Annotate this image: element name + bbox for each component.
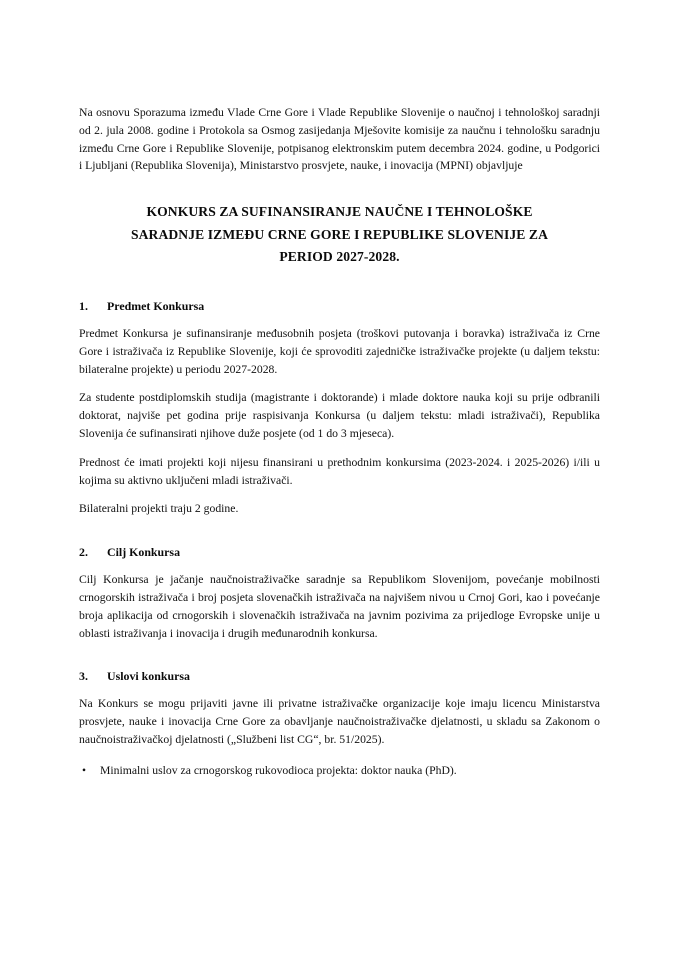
section-heading-1 [79,298,600,315]
section-1-paragraph-4: Bilateralni projekti traju 2 godine. [79,502,239,516]
section-number-3: 3. [79,669,88,684]
section-heading-2 [79,544,600,561]
section-heading-text-3: Uslovi konkursa [107,669,190,684]
section-number-2: 2. [79,545,88,560]
list-item-text: Minimalni uslov za crnogorskog rukovodioca projekta: doktor nauka (PhD). [100,763,457,777]
section-heading-text-2: Cilj Konkursa [107,545,181,560]
section-1-paragraph-1: Predmet Konkursa je sufinansiranje međusobnih posjeta (troškovi putovanja i boravka) istraživača iz Crne Gore i istraživača iz Republike Slovenije, koji će sprovoditi zajedničke istraživačke projekte (u daljem tekstu: bilateralne projekte) u periodu 2027-2028. [79,326,600,376]
section-heading-3 [79,668,600,685]
section-2-paragraph-1: Cilj Konkursa je jačanje naučnoistraživačke saradnje sa Republikom Slovenijom, povećanje mobilnosti crnogorskih istraživača i broj posjeta slovenačkih istraživača na najvišem nivou u Crnoj Gori, kao i povećanje broja aplikacija od crnogorskih i slovenačkih istraživača na javnim pozivima za prijedloge Evropske unije u oblasti istraživanja i inovacija i drugih međunarodnih konkursa. [79,573,600,640]
document-content [79,104,600,781]
section-predmet-konkursa [79,298,600,518]
section-3-bullet-list [79,762,600,781]
page-title-line-1: KONKURS ZA SUFINANSIRANJE NAUČNE I TEHNOLOŠKE [146,204,533,220]
section-1-paragraph-3: Prednost će imati projekti koji nijesu finansirani u prethodnim konkursima (2023-2024. i 2025-2026) i/ili u kojima su aktivno uključeni mladi istraživači. [79,455,600,487]
intro-paragraph: Na osnovu Sporazuma između Vlade Crne Gore i Vlade Republike Slovenije o naučnoj i tehnološkoj saradnji od 2. jula 2008. godine i Protokola sa Osmog zasijedanja Mješovite komisije za naučnu i tehnološku saradnju između Crne Gore i Republike Slovenije, potpisanog elektronskim putem decembra 2024. godine, u Podgorici i Ljubljani (Republika Slovenija), Ministarstvo prosvjete, nauke, i inovacija (MPNI) objavljuje [79,106,600,173]
section-cilj-konkursa [79,544,600,642]
section-3-paragraph-1: Na Konkurs se mogu prijaviti javne ili privatne istraživačke organizacije koje imaju licencu Ministarstva prosvjete, nauke i inovacija Crne Gore za obavljanje naučnoistraživačke djelatnosti, u skladu sa Zakonom o naučnoistraživačkoj djelatnosti („Službeni list CG“, br. 51/2025). [79,697,600,746]
section-uslovi-konkursa [79,668,600,780]
page-title-line-2: SARADNJE IZMEĐU CRNE GORE I REPUBLIKE SLOVENIJE ZA [130,226,549,242]
section-heading-text-1: Predmet Konkursa [107,298,205,313]
list-item [79,762,600,781]
page-title [79,201,600,269]
page-title-line-3: PERIOD 2027-2028. [279,249,400,265]
bullet-point-icon: • [82,764,87,777]
section-number-1: 1. [79,298,88,313]
section-1-paragraph-2: Za studente postdiplomskih studija (magistrante i doktorande) i mlade doktore nauka koji su prije odbranili doktorat, najviše pet godina prije raspisivanja Konkursa (u daljem tekstu: mladi istraživači), Republika Slovenija će sufinansirati njihove duže posjete (od 1 do 3 mjeseca). [79,391,600,440]
